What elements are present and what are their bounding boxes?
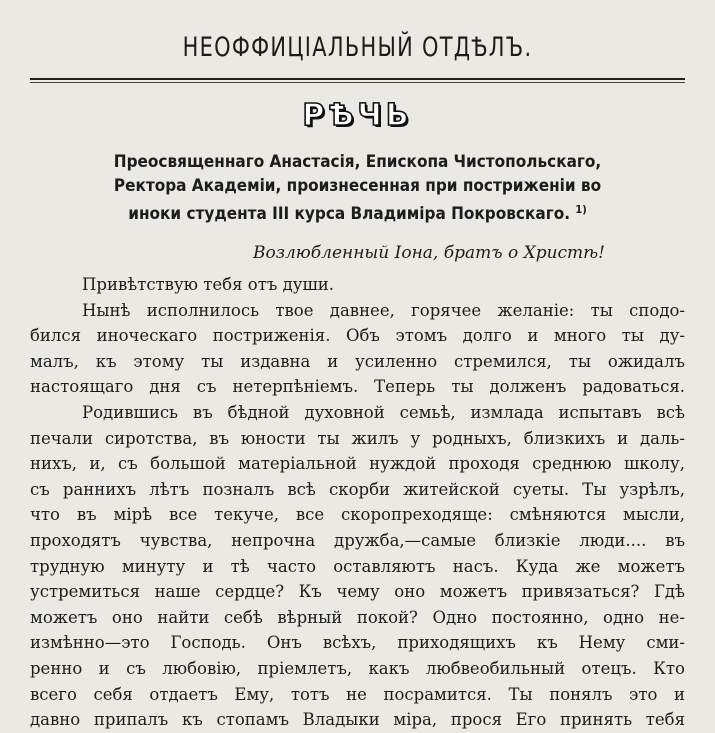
text-line: бился иноческаго постриженія. Объ этомъ долго и много ты ду- bbox=[30, 326, 685, 346]
address-line: Возлюбленный Іона, братъ о Христѣ! bbox=[252, 243, 605, 263]
title-rule bbox=[30, 78, 685, 83]
subheading-line bbox=[30, 198, 685, 226]
text-line: что въ мірѣ все текуче, все скоропреходяще: смѣняются мысли, bbox=[30, 505, 685, 525]
text-line: Нынѣ исполнилось твое давнее, горячее желаніе: ты сподо- bbox=[82, 300, 685, 320]
text-line: измѣнно—это Господь. Онъ всѣхъ, приходящихъ къ Нему сми- bbox=[30, 633, 685, 653]
subheading-text: иноки студента III курса Владиміра Покровскаго. bbox=[128, 204, 571, 224]
text-line: можетъ оно найти себѣ вѣрный покой? Одно постоянно, одно не- bbox=[30, 607, 685, 627]
text-line: Родившись въ бѣдной духовной семьѣ, измлада испытавъ всѣ bbox=[82, 402, 685, 422]
text-line: съ раннихъ лѣтъ позналъ всѣ скорби житейской суеты. Ты узрѣлъ, bbox=[30, 479, 685, 499]
text-line: нихъ, и, съ большой матеріальной нуждой проходя среднюю школу, bbox=[30, 454, 685, 474]
text-line: устремиться наше сердце? Къ чему оно можетъ привязаться? Гдѣ bbox=[30, 582, 685, 602]
subheading-line bbox=[30, 174, 685, 198]
footnote-mark: 1) bbox=[575, 203, 587, 216]
text-line: давно припалъ къ стопамъ Владыки міра, прося Его принять тебя bbox=[30, 710, 685, 730]
text-line: ренно и съ любовію, пріемлетъ, какъ любвеобильный отецъ. Кто bbox=[30, 658, 685, 678]
text-line: малъ, къ этому ты издавна и усиленно стремился, ты ожидалъ bbox=[30, 351, 685, 371]
subheading-text: Ректора Академіи, произнесенная при постриженіи во bbox=[113, 176, 602, 196]
text-line: всего себя отдаетъ Ему, тотъ не посрамится. Ты понялъ это и bbox=[30, 684, 685, 704]
text-line: настоящаго дня съ нетерпѣніемъ. Теперь ты долженъ радоваться. bbox=[30, 377, 685, 397]
section-title: НЕОФФИЦІАЛЬНЫЙ ОТДѢЛЪ. bbox=[182, 32, 533, 63]
text-line: печали сиротства, въ юности ты жилъ у родныхъ, близкихъ и даль- bbox=[30, 428, 685, 448]
text-line: трудную минуту и тѣ часто оставляютъ насъ. Куда же можетъ bbox=[30, 556, 685, 576]
subheading-line bbox=[30, 150, 685, 174]
text-line: проходятъ чувства, непрочна дружба,—самые близкіе люди.... въ bbox=[30, 530, 685, 550]
speech-heading: РѢЧЬ bbox=[302, 98, 413, 133]
body-text bbox=[30, 272, 685, 733]
text-line: Привѣтствую тебя отъ души. bbox=[82, 275, 335, 294]
speech-subheading bbox=[30, 150, 685, 226]
subheading-text: Преосвященнаго Анастасія, Епископа Чистопольскаго, bbox=[113, 152, 602, 172]
